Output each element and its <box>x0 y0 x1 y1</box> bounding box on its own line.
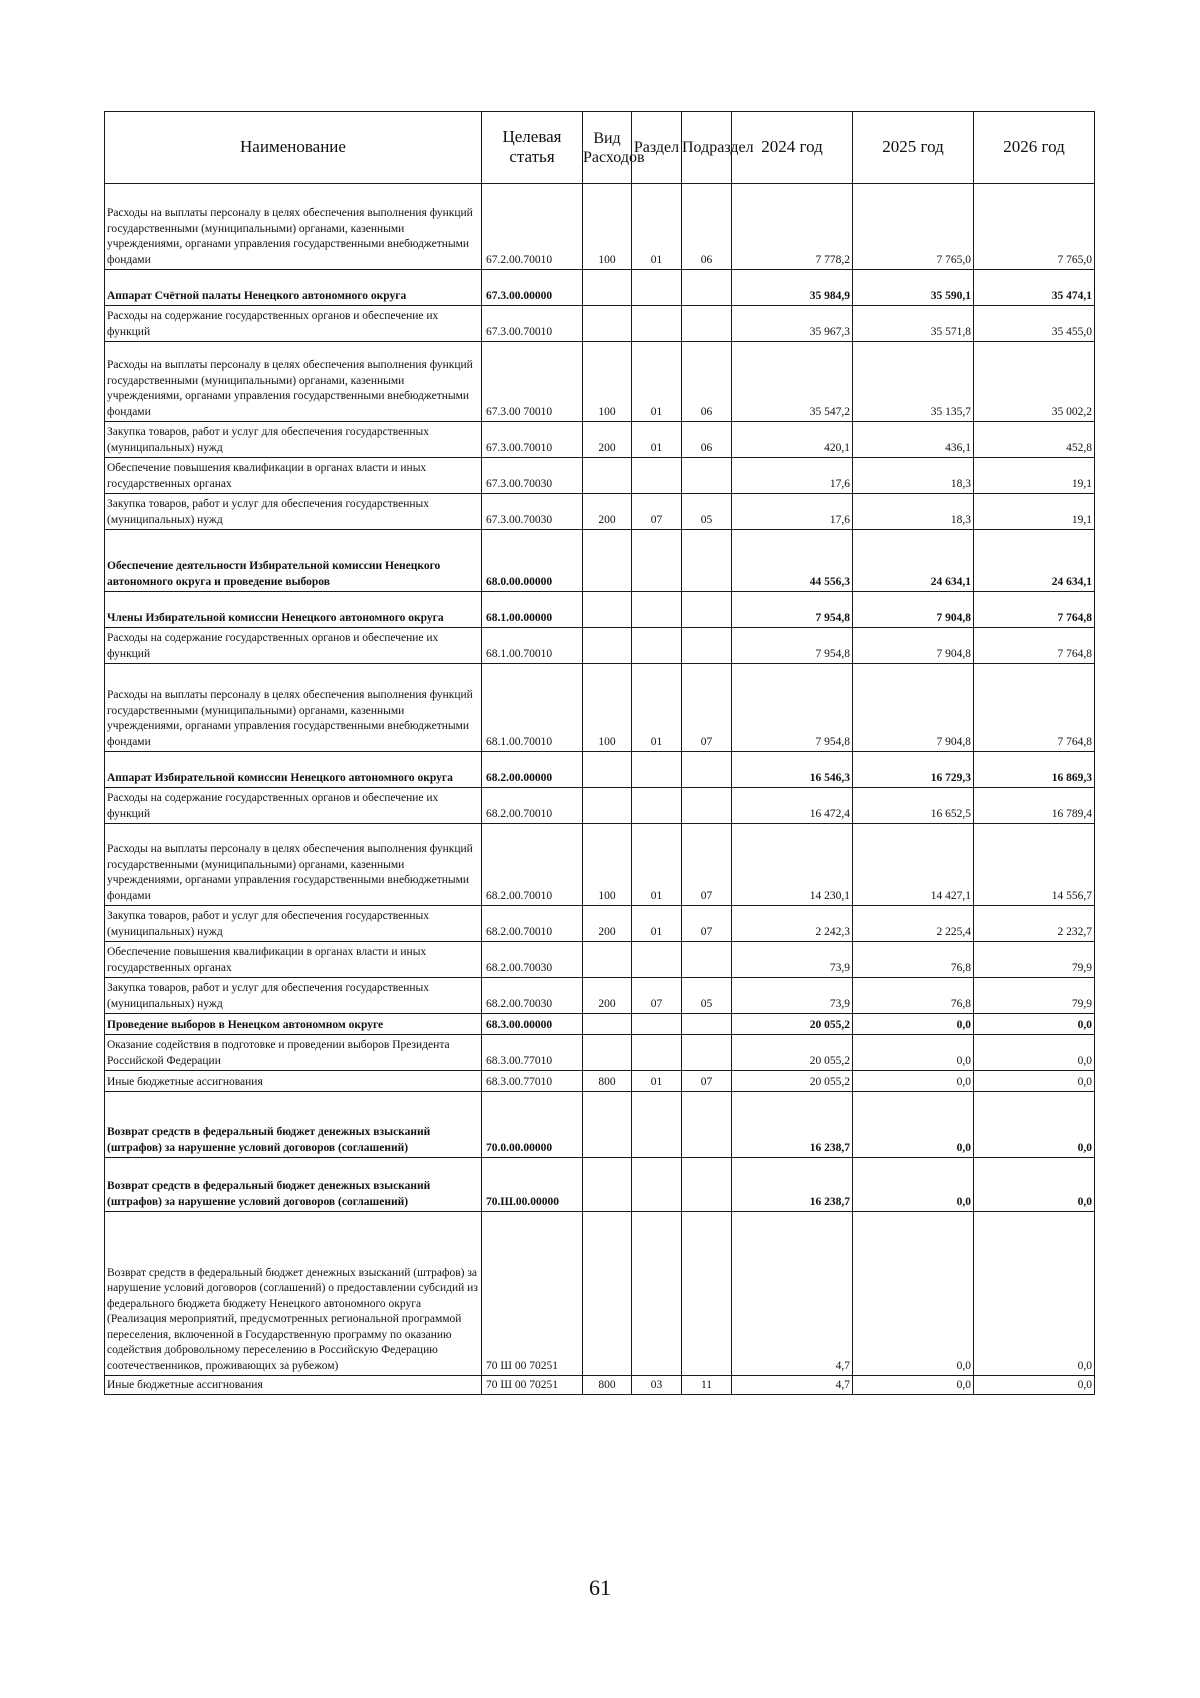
row-code: 70 Ш 00 70251 <box>482 1376 583 1395</box>
row-kind: 200 <box>583 422 632 458</box>
table-row <box>105 978 1095 1014</box>
row-section <box>632 942 682 978</box>
row-section: 07 <box>632 494 682 530</box>
row-name: Расходы на содержание государственных органов и обеспечение их функций <box>105 628 482 664</box>
row-subsection <box>682 1014 732 1035</box>
row-2025: 0,0 <box>853 1071 974 1092</box>
row-section <box>632 530 682 592</box>
row-section <box>632 752 682 788</box>
row-2025: 7 765,0 <box>853 184 974 270</box>
row-code: 67.3.00.00000 <box>482 270 583 306</box>
row-2024: 35 967,3 <box>732 306 853 342</box>
row-code: 68.2.00.70010 <box>482 906 583 942</box>
row-code: 70 Ш 00 70251 <box>482 1212 583 1376</box>
row-code: 68.1.00.00000 <box>482 592 583 628</box>
row-code: 68.3.00.77010 <box>482 1035 583 1071</box>
row-2025: 14 427,1 <box>853 824 974 906</box>
row-kind <box>583 270 632 306</box>
row-kind <box>583 1035 632 1071</box>
table-row <box>105 1071 1095 1092</box>
table-row <box>105 306 1095 342</box>
header-2026: 2026 год <box>974 112 1095 184</box>
row-subsection: 06 <box>682 184 732 270</box>
row-2025: 0,0 <box>853 1158 974 1212</box>
table-row <box>105 824 1095 906</box>
row-kind <box>583 1092 632 1158</box>
row-2026: 0,0 <box>974 1158 1095 1212</box>
table-row <box>105 592 1095 628</box>
header-2025: 2025 год <box>853 112 974 184</box>
row-2024: 20 055,2 <box>732 1014 853 1035</box>
row-section: 01 <box>632 906 682 942</box>
page-number: 61 <box>589 1575 611 1600</box>
row-2024: 14 230,1 <box>732 824 853 906</box>
header-2024: 2024 год <box>732 112 853 184</box>
row-subsection <box>682 270 732 306</box>
row-kind <box>583 942 632 978</box>
row-2025: 7 904,8 <box>853 664 974 752</box>
row-subsection: 05 <box>682 494 732 530</box>
row-2026: 0,0 <box>974 1035 1095 1071</box>
row-code: 68.2.00.70030 <box>482 942 583 978</box>
row-subsection: 05 <box>682 978 732 1014</box>
row-name: Иные бюджетные ассигнования <box>105 1071 482 1092</box>
row-section: 01 <box>632 664 682 752</box>
table-row <box>105 494 1095 530</box>
row-2026: 0,0 <box>974 1092 1095 1158</box>
row-name: Закупка товаров, работ и услуг для обеспечения государственных (муниципальных) нужд <box>105 906 482 942</box>
row-name: Расходы на содержание государственных органов и обеспечение их функций <box>105 788 482 824</box>
row-kind <box>583 1158 632 1212</box>
row-2024: 16 238,7 <box>732 1158 853 1212</box>
row-2025: 18,3 <box>853 458 974 494</box>
row-2024: 2 242,3 <box>732 906 853 942</box>
row-subsection <box>682 530 732 592</box>
row-2024: 17,6 <box>732 458 853 494</box>
header-article: Целевая статья <box>482 112 583 184</box>
row-kind: 200 <box>583 494 632 530</box>
table-row <box>105 530 1095 592</box>
row-2026: 24 634,1 <box>974 530 1095 592</box>
row-name: Обеспечение повышения квалификации в органах власти и иных государственных органах <box>105 458 482 494</box>
row-subsection <box>682 628 732 664</box>
row-2026: 79,9 <box>974 978 1095 1014</box>
table-row <box>105 184 1095 270</box>
row-name: Оказание содействия в подготовке и проведении выборов Президента Российской Федерации <box>105 1035 482 1071</box>
header-kind: Вид Расходов <box>583 112 632 184</box>
row-2024: 7 954,8 <box>732 592 853 628</box>
row-2024: 73,9 <box>732 978 853 1014</box>
row-subsection: 07 <box>682 824 732 906</box>
row-2024: 7 954,8 <box>732 664 853 752</box>
row-code: 67.3.00.70030 <box>482 458 583 494</box>
row-2025: 0,0 <box>853 1376 974 1395</box>
row-name: Аппарат Счётной палаты Ненецкого автономного округа <box>105 270 482 306</box>
row-2025: 16 652,5 <box>853 788 974 824</box>
row-name: Расходы на выплаты персоналу в целях обеспечения выполнения функций государственными (муниципальными) органами, казенными учреждениями, органами управления государственными внебюджетными фондами <box>105 342 482 422</box>
row-code: 67.3.00.70010 <box>482 422 583 458</box>
row-2025: 35 135,7 <box>853 342 974 422</box>
row-code: 68.2.00.70010 <box>482 824 583 906</box>
row-kind: 100 <box>583 184 632 270</box>
row-kind <box>583 306 632 342</box>
row-subsection <box>682 306 732 342</box>
row-section: 07 <box>632 978 682 1014</box>
row-subsection: 06 <box>682 342 732 422</box>
row-section <box>632 1035 682 1071</box>
header-section: Раздел <box>632 112 682 184</box>
row-name: Закупка товаров, работ и услуг для обеспечения государственных (муниципальных) нужд <box>105 422 482 458</box>
table-row <box>105 458 1095 494</box>
row-name: Расходы на выплаты персоналу в целях обеспечения выполнения функций государственными (муниципальными) органами, казенными учреждениями, органами управления государственными внебюджетными фондами <box>105 184 482 270</box>
table-header-row <box>105 112 1095 184</box>
row-2024: 16 472,4 <box>732 788 853 824</box>
table-row <box>105 1035 1095 1071</box>
row-code: 67.2.00.70010 <box>482 184 583 270</box>
row-2025: 24 634,1 <box>853 530 974 592</box>
row-2026: 2 232,7 <box>974 906 1095 942</box>
row-2026: 7 764,8 <box>974 664 1095 752</box>
row-2026: 0,0 <box>974 1014 1095 1035</box>
row-2025: 0,0 <box>853 1092 974 1158</box>
row-name: Расходы на выплаты персоналу в целях обеспечения выполнения функций государственными (муниципальными) органами, казенными учреждениями, органами управления государственными внебюджетными фондами <box>105 824 482 906</box>
row-2024: 20 055,2 <box>732 1071 853 1092</box>
table-row <box>105 1212 1095 1376</box>
row-code: 70.Ш.00.00000 <box>482 1158 583 1212</box>
table-row <box>105 422 1095 458</box>
row-subsection <box>682 1158 732 1212</box>
row-2024: 16 546,3 <box>732 752 853 788</box>
row-2024: 4,7 <box>732 1212 853 1376</box>
row-name: Проведение выборов в Ненецком автономном округе <box>105 1014 482 1035</box>
row-2026: 7 764,8 <box>974 628 1095 664</box>
row-section: 01 <box>632 422 682 458</box>
table-row <box>105 1092 1095 1158</box>
row-subsection: 07 <box>682 1071 732 1092</box>
row-2024: 420,1 <box>732 422 853 458</box>
row-name: Возврат средств в федеральный бюджет денежных взысканий (штрафов) за нарушение условий договоров (соглашений) <box>105 1158 482 1212</box>
row-code: 68.1.00.70010 <box>482 628 583 664</box>
row-kind: 100 <box>583 824 632 906</box>
row-2026: 35 474,1 <box>974 270 1095 306</box>
table-row <box>105 1014 1095 1035</box>
row-2025: 35 571,8 <box>853 306 974 342</box>
row-section: 01 <box>632 1071 682 1092</box>
row-2025: 0,0 <box>853 1035 974 1071</box>
row-kind: 800 <box>583 1376 632 1395</box>
row-code: 70.0.00.00000 <box>482 1092 583 1158</box>
row-name: Расходы на содержание государственных органов и обеспечение их функций <box>105 306 482 342</box>
row-subsection: 07 <box>682 906 732 942</box>
row-2024: 35 984,9 <box>732 270 853 306</box>
row-section <box>632 1158 682 1212</box>
row-name: Аппарат Избирательной комиссии Ненецкого автономного округа <box>105 752 482 788</box>
row-2026: 7 764,8 <box>974 592 1095 628</box>
row-code: 68.1.00.70010 <box>482 664 583 752</box>
row-subsection: 07 <box>682 664 732 752</box>
row-name: Возврат средств в федеральный бюджет денежных взысканий (штрафов) за нарушение условий договоров (соглашений) о предоставлении субсидий из федерального бюджета бюджету Ненецкого автономного округа (Реализация мероприятий, предусмотренных региональной программой переселения, включенной в Государственную программу по оказанию содействия добровольному переселению в Российскую Федерацию соотечественников, проживающих за рубежом) <box>105 1212 482 1376</box>
row-code: 68.2.00.70030 <box>482 978 583 1014</box>
row-subsection <box>682 1212 732 1376</box>
row-2026: 0,0 <box>974 1376 1095 1395</box>
row-2024: 20 055,2 <box>732 1035 853 1071</box>
table-row <box>105 342 1095 422</box>
row-2024: 7 778,2 <box>732 184 853 270</box>
row-subsection <box>682 1035 732 1071</box>
row-2025: 0,0 <box>853 1014 974 1035</box>
table-row <box>105 906 1095 942</box>
row-kind: 200 <box>583 906 632 942</box>
row-section <box>632 1092 682 1158</box>
row-2026: 35 002,2 <box>974 342 1095 422</box>
row-code: 68.0.00.00000 <box>482 530 583 592</box>
row-kind: 100 <box>583 664 632 752</box>
row-2026: 79,9 <box>974 942 1095 978</box>
row-kind <box>583 628 632 664</box>
row-section <box>632 270 682 306</box>
table-row <box>105 788 1095 824</box>
row-2024: 44 556,3 <box>732 530 853 592</box>
row-2025: 76,8 <box>853 978 974 1014</box>
row-2025: 2 225,4 <box>853 906 974 942</box>
row-name: Расходы на выплаты персоналу в целях обеспечения выполнения функций государственными (муниципальными) органами, казенными учреждениями, органами управления государственными внебюджетными фондами <box>105 664 482 752</box>
row-2024: 35 547,2 <box>732 342 853 422</box>
row-kind <box>583 788 632 824</box>
row-subsection: 11 <box>682 1376 732 1395</box>
row-name: Иные бюджетные ассигнования <box>105 1376 482 1395</box>
row-code: 67.3.00.70010 <box>482 306 583 342</box>
row-2026: 14 556,7 <box>974 824 1095 906</box>
row-2026: 19,1 <box>974 494 1095 530</box>
row-section: 01 <box>632 824 682 906</box>
row-section <box>632 1014 682 1035</box>
row-section <box>632 458 682 494</box>
row-2025: 7 904,8 <box>853 628 974 664</box>
row-code: 68.3.00.00000 <box>482 1014 583 1035</box>
row-2025: 0,0 <box>853 1212 974 1376</box>
row-kind <box>583 752 632 788</box>
row-2025: 16 729,3 <box>853 752 974 788</box>
row-code: 67.3.00.70030 <box>482 494 583 530</box>
row-name: Обеспечение деятельности Избирательной комиссии Ненецкого автономного округа и проведение выборов <box>105 530 482 592</box>
table-row <box>105 942 1095 978</box>
row-kind: 100 <box>583 342 632 422</box>
row-subsection <box>682 788 732 824</box>
row-name: Члены Избирательной комиссии Ненецкого автономного округа <box>105 592 482 628</box>
table-row <box>105 664 1095 752</box>
row-subsection <box>682 1092 732 1158</box>
row-kind <box>583 1212 632 1376</box>
row-kind <box>583 530 632 592</box>
row-section <box>632 592 682 628</box>
row-2024: 7 954,8 <box>732 628 853 664</box>
row-subsection <box>682 942 732 978</box>
row-2026: 0,0 <box>974 1212 1095 1376</box>
row-code: 68.3.00.77010 <box>482 1071 583 1092</box>
row-kind: 800 <box>583 1071 632 1092</box>
row-name: Возврат средств в федеральный бюджет денежных взысканий (штрафов) за нарушение условий договоров (соглашений) <box>105 1092 482 1158</box>
row-2026: 35 455,0 <box>974 306 1095 342</box>
row-2024: 16 238,7 <box>732 1092 853 1158</box>
row-kind <box>583 592 632 628</box>
row-2024: 17,6 <box>732 494 853 530</box>
row-code: 67.3.00 70010 <box>482 342 583 422</box>
table-body <box>105 184 1095 1395</box>
row-2026: 0,0 <box>974 1071 1095 1092</box>
row-subsection <box>682 458 732 494</box>
budget-table <box>104 111 1095 1395</box>
row-name: Закупка товаров, работ и услуг для обеспечения государственных (муниципальных) нужд <box>105 494 482 530</box>
table-row <box>105 1376 1095 1395</box>
row-section: 01 <box>632 184 682 270</box>
row-2026: 7 765,0 <box>974 184 1095 270</box>
row-2025: 436,1 <box>853 422 974 458</box>
table-row <box>105 752 1095 788</box>
row-2025: 35 590,1 <box>853 270 974 306</box>
row-kind <box>583 458 632 494</box>
row-2025: 18,3 <box>853 494 974 530</box>
row-section <box>632 1212 682 1376</box>
row-2026: 452,8 <box>974 422 1095 458</box>
row-section: 03 <box>632 1376 682 1395</box>
row-2025: 7 904,8 <box>853 592 974 628</box>
row-subsection <box>682 752 732 788</box>
row-name: Обеспечение повышения квалификации в органах власти и иных государственных органах <box>105 942 482 978</box>
row-2025: 76,8 <box>853 942 974 978</box>
row-section <box>632 306 682 342</box>
row-section <box>632 628 682 664</box>
row-subsection: 06 <box>682 422 732 458</box>
row-section <box>632 788 682 824</box>
row-2024: 73,9 <box>732 942 853 978</box>
row-name: Закупка товаров, работ и услуг для обеспечения государственных (муниципальных) нужд <box>105 978 482 1014</box>
table-row <box>105 1158 1095 1212</box>
table-row <box>105 270 1095 306</box>
row-subsection <box>682 592 732 628</box>
table-row <box>105 628 1095 664</box>
header-name: Наименование <box>105 112 482 184</box>
row-2026: 16 869,3 <box>974 752 1095 788</box>
row-code: 68.2.00.00000 <box>482 752 583 788</box>
row-kind: 200 <box>583 978 632 1014</box>
row-2024: 4,7 <box>732 1376 853 1395</box>
row-section: 01 <box>632 342 682 422</box>
row-2026: 16 789,4 <box>974 788 1095 824</box>
header-subsection: Подраздел <box>682 112 732 184</box>
row-2026: 19,1 <box>974 458 1095 494</box>
row-code: 68.2.00.70010 <box>482 788 583 824</box>
row-kind <box>583 1014 632 1035</box>
